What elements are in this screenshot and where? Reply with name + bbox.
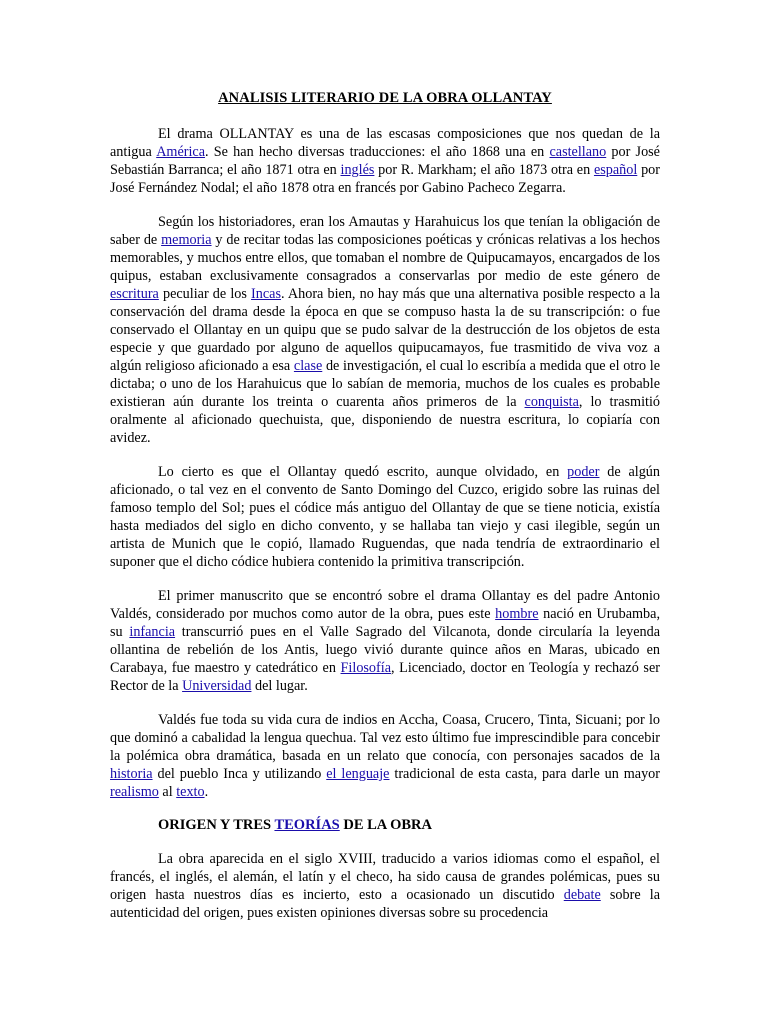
text-run: por R. Markham; el año 1873 otra en [374, 162, 594, 178]
paragraph-5 [110, 711, 660, 801]
link-infancia[interactable]: infancia [129, 624, 176, 640]
text-run: , lo trasmitió oralmente al aficionado quechuista, que, disponiendo de nuestra escritura, lo copiaría con avidez. [110, 394, 660, 446]
paragraph-1 [110, 125, 660, 197]
link-poder[interactable]: poder [567, 464, 600, 480]
link-historia[interactable]: historia [110, 766, 153, 782]
text-run: peculiar de los [158, 286, 252, 302]
link-castellano[interactable]: castellano [549, 144, 607, 160]
text-run: al [158, 784, 177, 800]
link-realismo[interactable]: realismo [110, 784, 159, 800]
text-run: , Licenciado, doctor en Teología y rechazó ser Rector de la [110, 660, 660, 694]
link-ingles[interactable]: inglés [340, 162, 375, 178]
paragraph-2 [110, 213, 660, 447]
link-memoria[interactable]: memoria [161, 232, 212, 248]
paragraph-4 [110, 587, 660, 695]
text-run: sobre la autenticidad del origen, pues existen opiniones diversas sobre su procedencia [110, 887, 660, 921]
link-america[interactable]: América [156, 144, 206, 160]
text-run: . Se han hecho diversas traducciones: el año 1868 una en [205, 144, 550, 160]
link-conquista[interactable]: conquista [524, 394, 579, 410]
link-espanol[interactable]: español [593, 162, 638, 178]
link-incas[interactable]: Incas [251, 286, 281, 302]
text-run: ORIGEN Y TRES [158, 817, 275, 833]
text-run: Valdés fue toda su vida cura de indios en Accha, Coasa, Crucero, Tinta, Sicuani; por lo que dominó a cabalidad la lengua quechua. Tal vez esto último fue imprescindible para concebir la polémica obra dramática, basada en un relato que conocía, con personajes sacados de la [110, 712, 660, 764]
text-run: del lugar. [251, 678, 308, 694]
text-run: y de recitar todas las composiciones poéticas y crónicas relativas a los hechos memorables, y muchos entre ellos, que tomaban el nombre de Quipucamayos, encargados de los quipus, estaban exclusivamente consagrados a conservarlas por medio de este género de [110, 232, 660, 284]
text-run: tradicional de esta casta, para darle un mayor [389, 766, 660, 782]
link-clase[interactable]: clase [293, 358, 323, 374]
text-run: . [204, 784, 209, 800]
link-escritura[interactable]: escritura [110, 286, 159, 302]
text-run: por José Fernández Nodal; el año 1878 otra en francés por Gabino Pacheco Zegarra. [110, 162, 660, 196]
text-run: de investigación, el cual lo escribía a medida que el otro le dictaba; o uno de los Harahuicus que lo sabían de memoria, muchos de los cuales es probable existieran aún durante los treinta o cuarenta años primeros de la [110, 358, 660, 410]
text-run: de algún aficionado, o tal vez en el convento de Santo Domingo del Cuzco, erigido sobre las ruinas del famoso templo del Sol; pues el códice más antiguo del Ollantay de que se tiene noticia, existía hasta mediados del siglo en dicho convento, y se hallaba tan viejo y casi ilegible, según un artista de Munich que le copió, llamado Ruguendas, que nada tendría de extraordinario el suponer que el dicho códice hubiera contenido la primitiva transcripción. [110, 464, 660, 570]
link-filosofia[interactable]: Filosofía [340, 660, 391, 676]
text-run: La obra aparecida en el siglo XVIII, traducido a varios idiomas como el español, el francés, el inglés, el alemán, el latín y el checo, ha sido causa de grandes polémicas, pues su origen hasta nuestros días es incierto, esto a ocasionado un discutido [110, 851, 660, 903]
paragraph-3 [110, 463, 660, 571]
paragraph-6 [110, 850, 660, 922]
link-texto[interactable]: texto [176, 784, 205, 800]
link-hombre[interactable]: hombre [495, 606, 539, 622]
text-run: por José Sebastián Barranca; el año 1871 otra en [110, 144, 660, 178]
text-run: nació en Urubamba, su [110, 606, 660, 640]
document-title: ANALISIS LITERARIO DE LA OBRA OLLANTAY [218, 90, 552, 106]
text-run: del pueblo Inca y utilizando [152, 766, 327, 782]
link-debate[interactable]: debate [563, 887, 601, 903]
text-run: Según los historiadores, eran los Amautas y Harahuicus los que tenían la obligación de saber de [110, 214, 660, 248]
link-teorias[interactable]: TEORÍAS [274, 817, 340, 833]
text-run: El primer manuscrito que se encontró sobre el drama Ollantay es del padre Antonio Valdés, considerado por muchos como autor de la obra, pues este [110, 588, 660, 622]
text-run: . Ahora bien, no hay más que una alternativa posible respecto a la conservación del drama desde la época en que se compuso hasta la de su transcripción: o fue conservado el Ollantay en un quipu que se pudo salvar de la destrucción de los objetos de esta especie y que guardado por alguno de aquellos quipucamayos, fue trasmitido de viva voz a algún religioso aficionado a esa [110, 286, 660, 374]
link-el-lenguaje[interactable]: el lenguaje [326, 766, 390, 782]
text-run: transcurrió pues en el Valle Sagrado del Vilcanota, donde circularía la leyenda ollantina de rebelión de los Antis, luego vivió durante quince años en Maras, ubicado en Carabaya, fue maestro y catedrático en [110, 624, 660, 676]
text-run: El drama OLLANTAY es una de las escasas composiciones que nos quedan de la antigua [110, 126, 660, 160]
text-run: Lo cierto es que el Ollantay quedó escrito, aunque olvidado, en [158, 464, 568, 480]
section-heading [110, 817, 660, 834]
text-run: DE LA OBRA [339, 817, 432, 833]
link-universidad[interactable]: Universidad [182, 678, 252, 694]
